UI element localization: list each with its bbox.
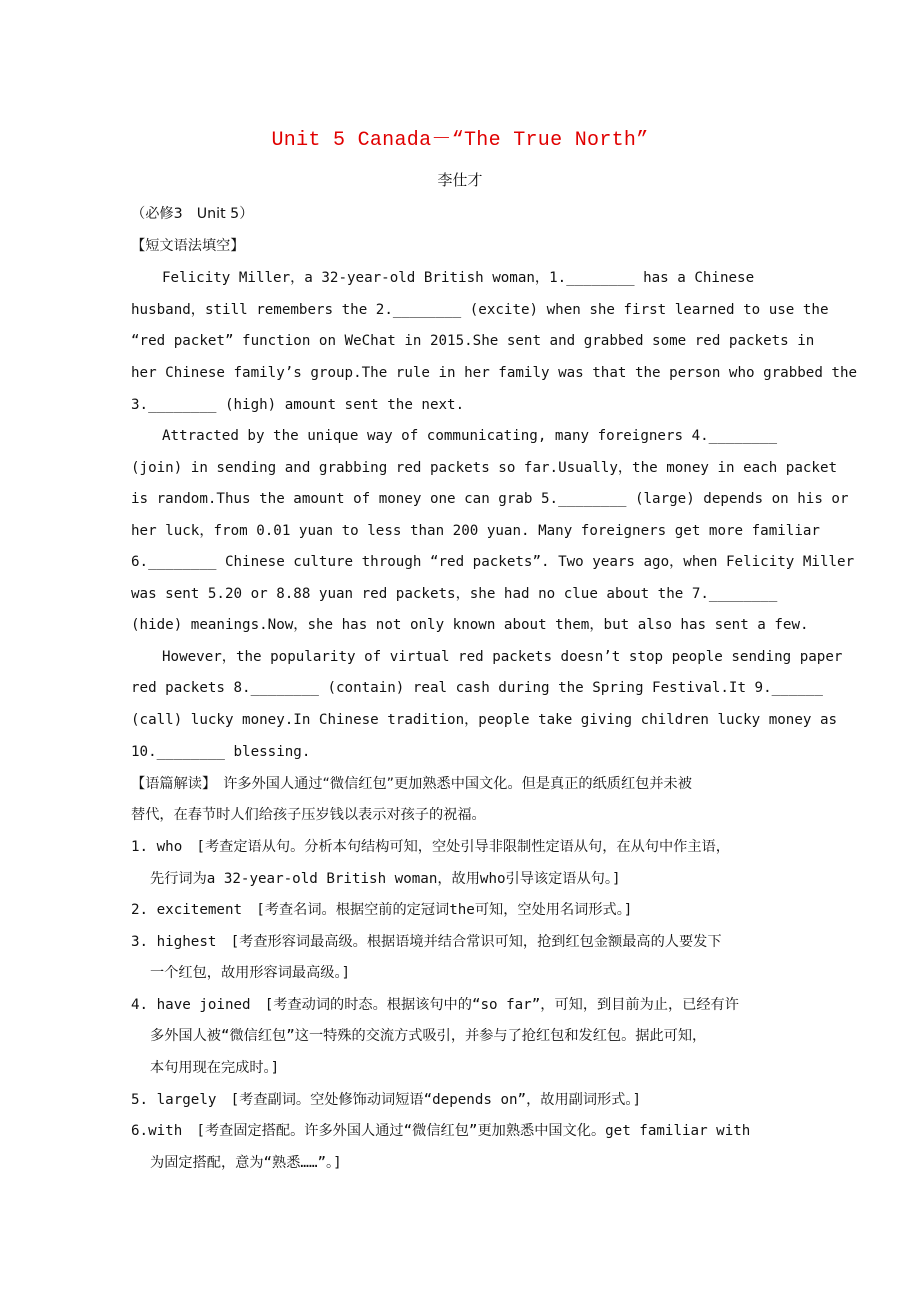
analysis-line: 【语篇解读】 许多外国人通过“微信红包”更加熟悉中国文化。但是真正的纸质红包并未被 (131, 776, 692, 792)
answer-item: 6.with [考查固定搭配。许多外国人通过“微信红包”更加熟悉中国文化。get familiar with (131, 1123, 751, 1139)
passage-line: Attracted by the unique way of communicating, many foreigners 4.________ (162, 428, 777, 444)
section-heading: 【短文语法填空】 (131, 238, 245, 254)
passage-line: (join) in sending and grabbing red packets so far.Usually，the money in each packet (131, 460, 838, 476)
answer-item-continuation: 多外国人被“微信红包”这一特殊的交流方式吸引，并参与了抢红包和发红包。据此可知， (150, 1028, 707, 1044)
passage-line: red packets 8.________ (contain) real cash during the Spring Festival.It 9.______ (131, 680, 823, 696)
passage-line: is random.Thus the amount of money one can grab 5.________ (large) depends on his or (131, 491, 849, 507)
passage-line: However，the popularity of virtual red packets doesn’t stop people sending paper (162, 649, 843, 665)
page-title: Unit 5 Canada－“The True North” (271, 129, 649, 152)
analysis-line: 替代，在春节时人们给孩子压岁钱以表示对孩子的祝福。 (131, 807, 486, 823)
passage-line: 10.________ blessing. (131, 744, 311, 760)
passage-line: husband，still remembers the 2.________ (excite) when she first learned to use the (131, 302, 829, 318)
author-name: 李仕才 (437, 171, 483, 189)
passage-line: “red packet” function on WeChat in 2015.She sent and grabbed some red packets in (131, 333, 815, 349)
passage-line: her Chinese family’s group.The rule in her family was that the person who grabbed the (131, 365, 858, 381)
passage-line: (call) lucky money.In Chinese tradition，people take giving children lucky money as (131, 712, 838, 728)
passage-line: her luck，from 0.01 yuan to less than 200 yuan. Many foreigners get more familiar (131, 523, 820, 539)
passage-line: 3.________ (high) amount sent the next. (131, 397, 465, 413)
answer-item: 2. excitement [考查名词。根据空前的定冠词the可知，空处用名词形式。] (131, 902, 633, 918)
answer-item-continuation: 先行词为a 32-year-old British woman，故用who引导该定语从句。] (150, 871, 621, 887)
passage-line: Felicity Miller，a 32-year-old British woman，1.________ has a Chinese (162, 270, 755, 286)
answer-item-continuation: 为固定搭配，意为“熟悉……”。] (150, 1155, 342, 1171)
passage-line: (hide) meanings.Now，she has not only known about them，but also has sent a few. (131, 617, 809, 633)
passage-line: was sent 5.20 or 8.88 yuan red packets，she had no clue about the 7.________ (131, 586, 778, 602)
answer-item: 5. largely [考查副词。空处修饰动词短语“depends on”，故用副词形式。] (131, 1092, 642, 1108)
answer-item: 3. highest [考查形容词最高级。根据语境并结合常识可知，抢到红包金额最高的人要发下 (131, 934, 722, 950)
answer-item-continuation: 一个红包，故用形容词最高级。] (150, 965, 351, 981)
answer-item-continuation: 本句用现在完成时。] (150, 1060, 280, 1076)
answer-item: 1. who [考查定语从句。分析本句结构可知，空处引导非限制性定语从句，在从句中作主语， (131, 839, 730, 855)
passage-line: 6.________ Chinese culture through “red packets”. Two years ago，when Felicity Miller (131, 554, 855, 570)
source-label: （必修3 Unit 5） (131, 206, 254, 222)
answer-item: 4. have joined [考查动词的时态。根据该句中的“so far”，可知，到目前为止，已经有许 (131, 997, 739, 1013)
